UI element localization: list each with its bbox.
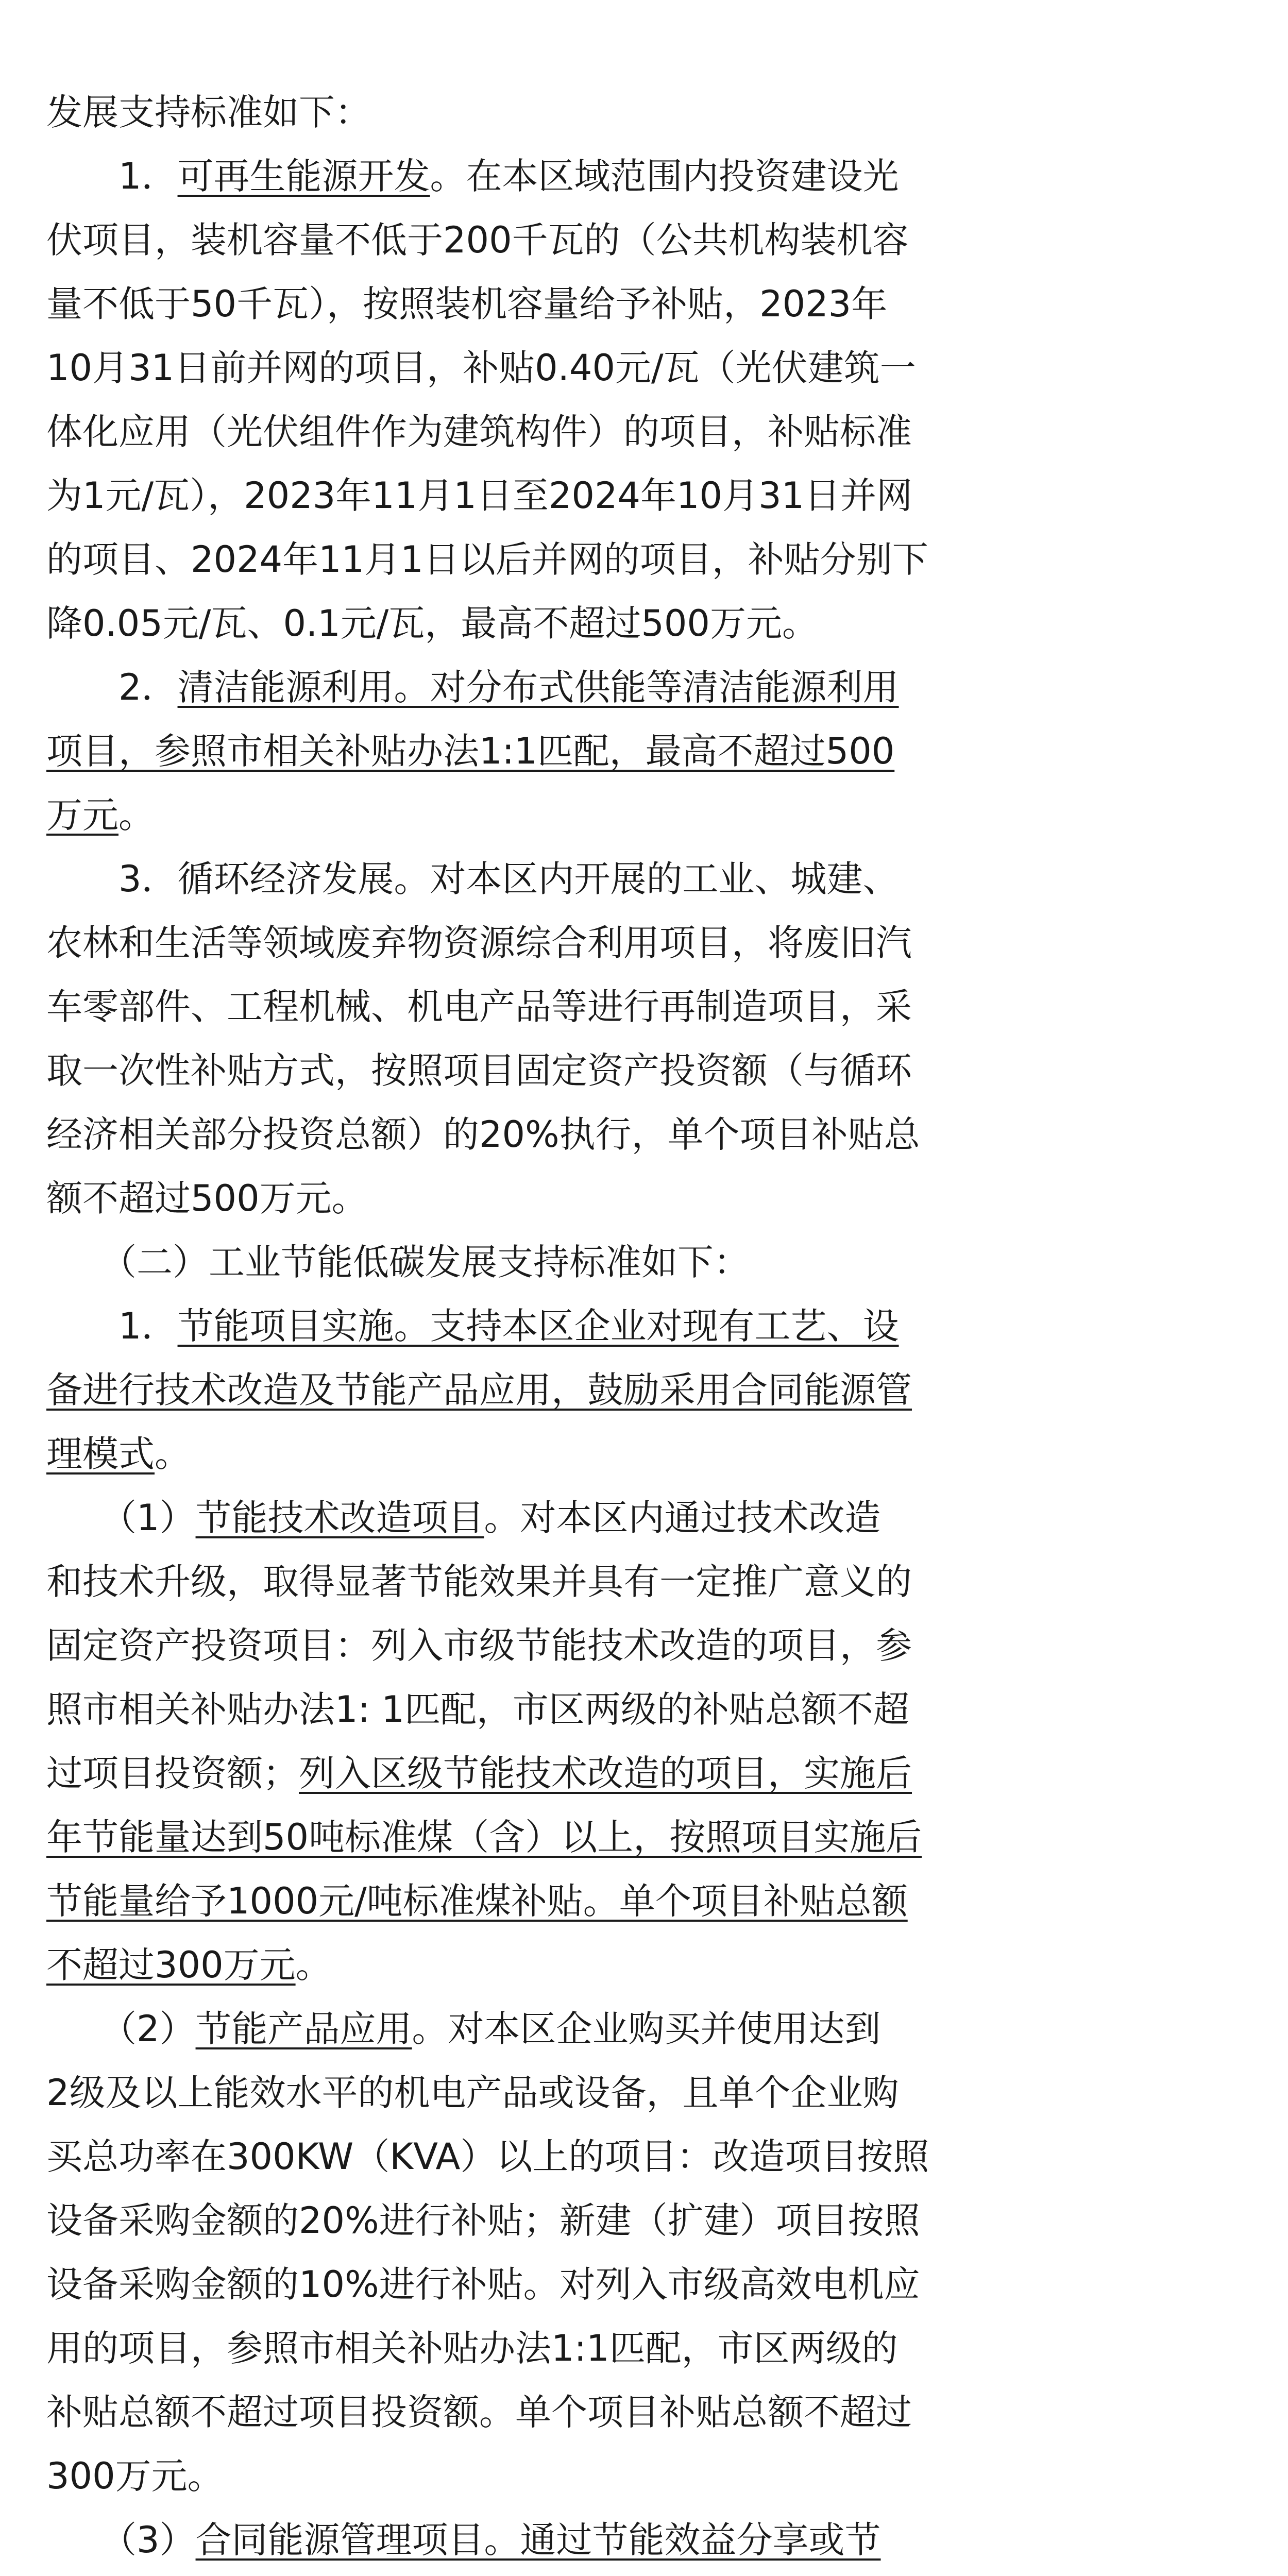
text-segment: 。 <box>155 1433 191 1475</box>
text-line <box>46 2514 881 2566</box>
text-line <box>46 1428 191 1480</box>
text-segment: 用的项目，参照市相关补贴办法1:1匹配，市区两级的 <box>46 2327 898 2369</box>
text-segment: 的项目、2024年11月1日以后并网的项目，补贴分别下 <box>46 538 928 581</box>
text-segment: 10月31日前并网的项目，补贴0.40元/瓦（光伏建筑一 <box>46 347 916 389</box>
text-segment: 取一次性补贴方式，按照项目固定资产投资额（与循环 <box>46 1049 912 1092</box>
text-line <box>46 1684 909 1735</box>
text-segment: 过项目投资额； <box>46 1752 299 1794</box>
text-segment: （2） <box>46 2008 196 2050</box>
text-line <box>46 2386 912 2438</box>
text-segment: 2． <box>46 666 178 708</box>
text-line <box>46 1109 920 1160</box>
text-segment: 。 <box>118 794 155 836</box>
text-line <box>46 853 899 905</box>
text-segment: 额不超过500万元。 <box>46 1177 368 1219</box>
text-segment: 体化应用（光伏组件作为建筑构件）的项目，补贴标准 <box>46 411 912 453</box>
underlined-text: 节能产品应用 <box>195 2008 412 2050</box>
text-line <box>46 1875 908 1927</box>
text-segment: 农林和生活等领域废弃物资源综合利用项目，将废旧汽 <box>46 922 912 964</box>
text-line <box>46 2131 929 2182</box>
text-segment: 设备采购金额的20%进行补贴；新建（扩建）项目按照 <box>46 2199 920 2242</box>
text-line <box>46 342 916 394</box>
text-line <box>46 2323 898 2374</box>
text-line <box>46 1939 332 1991</box>
text-line <box>46 598 818 649</box>
text-segment: 经济相关部分投资总额）的20%执行，单个项目补贴总 <box>46 1113 920 1156</box>
text-segment: 设备采购金额的10%进行补贴。对列入市级高效电机应 <box>46 2263 920 2306</box>
text-segment: 伏项目，装机容量不低于200千瓦的（公共机构装机容 <box>46 219 909 261</box>
text-line <box>46 662 899 713</box>
underlined-text: 项目，参照市相关补贴办法1:1匹配，最高不超过500 <box>46 730 895 772</box>
text-line <box>46 1364 912 1416</box>
text-segment: 量不低于50千瓦），按照装机容量给予补贴，2023年 <box>46 283 888 325</box>
text-line <box>46 1300 899 1352</box>
text-line <box>46 2067 899 2119</box>
text-line <box>46 917 912 969</box>
underlined-text: 列入区级节能技术改造的项目，实施后 <box>299 1752 912 1794</box>
text-line <box>46 278 887 330</box>
text-line <box>46 1045 912 1096</box>
text-segment: 2级及以上能效水平的机电产品或设备，且单个企业购 <box>46 2072 899 2114</box>
text-segment: （3） <box>46 2519 196 2561</box>
text-line <box>46 534 928 585</box>
text-line <box>46 470 912 521</box>
text-line <box>46 87 371 138</box>
text-line <box>46 406 912 457</box>
text-line <box>46 1492 881 1544</box>
underlined-text: 备进行技术改造及节能产品应用，鼓励采用合同能源管 <box>46 1369 912 1411</box>
text-segment: 发展支持标准如下： <box>46 91 371 133</box>
underlined-text: 可再生能源开发 <box>177 155 430 197</box>
text-line <box>46 725 894 777</box>
text-segment: 和技术升级，取得显著节能效果并具有一定推广意义的 <box>46 1561 912 1603</box>
text-line <box>46 1620 912 1671</box>
underlined-text: 清洁能源利用。对分布式供能等清洁能源利用 <box>177 666 899 708</box>
underlined-text: 节能项目实施。支持本区企业对现有工艺、设 <box>177 1305 899 1347</box>
text-segment: （二）工业节能低碳发展支持标准如下： <box>46 1241 750 1283</box>
text-line <box>46 1556 912 1607</box>
text-segment: 。 <box>295 1944 332 1986</box>
text-segment: （1） <box>46 1497 196 1539</box>
underlined-text: 理模式 <box>46 1433 155 1475</box>
text-segment: 。对本区企业购买并使用达到 <box>412 2008 881 2050</box>
text-segment: 车零部件、工程机械、机电产品等进行再制造项目，采 <box>46 986 912 1028</box>
text-segment: 。对本区内通过技术改造 <box>484 1497 881 1539</box>
text-segment: 为1元/瓦），2023年11月1日至2024年10月31日并网 <box>46 474 913 517</box>
text-line <box>46 214 909 266</box>
text-segment: 买总功率在300KW（KVA）以上的项目：改造项目按照 <box>46 2136 929 2178</box>
text-segment: 固定资产投资项目：列入市级节能技术改造的项目，参 <box>46 1624 912 1667</box>
underlined-text: 年节能量达到50吨标准煤（含）以上，按照项目实施后 <box>46 1816 922 1858</box>
text-line <box>46 2450 224 2502</box>
text-segment: 照市相关补贴办法1: 1匹配，市区两级的补贴总额不超 <box>46 1688 909 1731</box>
text-line <box>46 789 155 841</box>
underlined-text: 节能技术改造项目 <box>195 1497 484 1539</box>
text-line <box>46 150 899 202</box>
underlined-text: 不超过300万元 <box>46 1944 296 1986</box>
text-line <box>46 2195 920 2246</box>
underlined-text: 节能量给予1000元/吨标准煤补贴。单个项目补贴总额 <box>46 1880 908 1922</box>
underlined-text: 万元 <box>46 794 118 836</box>
text-segment: 1． <box>46 1305 178 1347</box>
text-segment: 。在本区域范围内投资建设光 <box>430 155 899 197</box>
text-segment: 补贴总额不超过项目投资额。单个项目补贴总额不超过 <box>46 2391 912 2433</box>
text-segment: 1． <box>46 155 178 197</box>
text-segment: 降0.05元/瓦、0.1元/瓦，最高不超过500万元。 <box>46 602 818 645</box>
underlined-text: 合同能源管理项目。通过节能效益分享或节 <box>195 2519 881 2561</box>
text-line <box>46 1748 912 1799</box>
text-segment: 300万元。 <box>46 2455 224 2497</box>
text-line <box>46 1236 750 1288</box>
text-line <box>46 2259 920 2310</box>
text-line <box>46 2003 881 2055</box>
text-line <box>46 981 912 1032</box>
text-line <box>46 1173 368 1224</box>
text-segment: 3．循环经济发展。对本区内开展的工业、城建、 <box>46 858 899 900</box>
text-line <box>46 1811 922 1863</box>
